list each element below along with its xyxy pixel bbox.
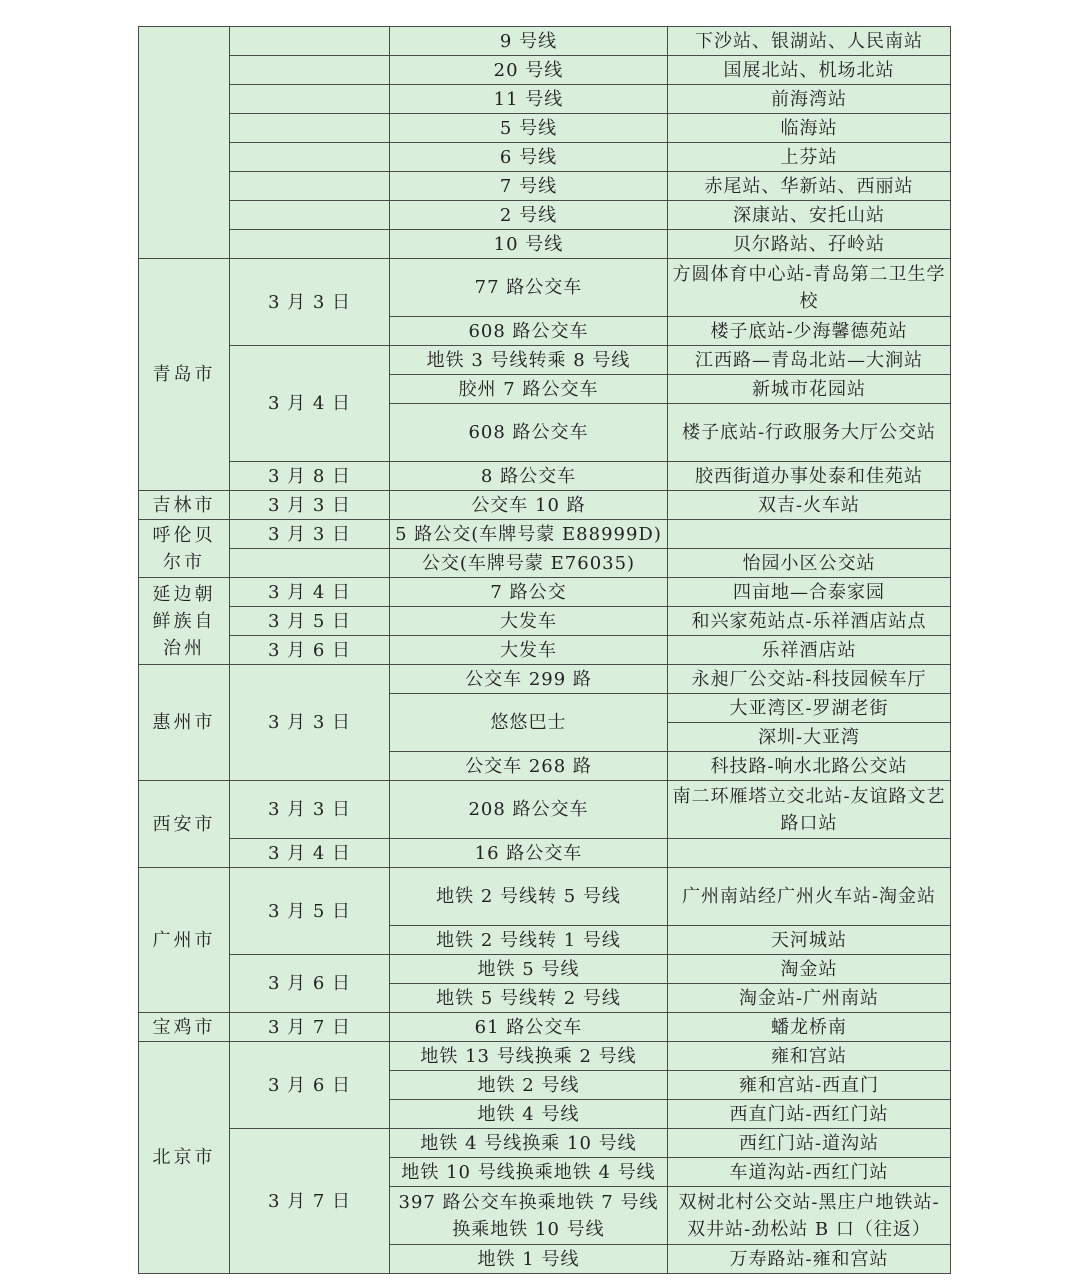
table-row xyxy=(139,230,951,259)
route-cell: 地铁 2 号线 xyxy=(390,1071,668,1100)
date-cell xyxy=(230,56,390,85)
date-cell: 3 月 3 日 xyxy=(230,665,390,781)
stations-cell: 广州南站经广州火车站-淘金站 xyxy=(668,868,951,926)
date-cell xyxy=(230,172,390,201)
stations-cell: 怡园小区公交站 xyxy=(668,549,951,578)
table-row xyxy=(139,143,951,172)
date-cell xyxy=(230,143,390,172)
city-cell: 宝鸡市 xyxy=(139,1013,230,1042)
date-cell: 3 月 7 日 xyxy=(230,1129,390,1274)
route-cell: 地铁 2 号线转 5 号线 xyxy=(390,868,668,926)
stations-cell: 楼子底站-行政服务大厅公交站 xyxy=(668,404,951,462)
stations-cell: 蟠龙桥南 xyxy=(668,1013,951,1042)
route-cell: 地铁 5 号线转 2 号线 xyxy=(390,984,668,1013)
stations-cell: 国展北站、机场北站 xyxy=(668,56,951,85)
route-cell: 地铁 13 号线换乘 2 号线 xyxy=(390,1042,668,1071)
date-cell xyxy=(230,114,390,143)
stations-cell xyxy=(668,520,951,549)
stations-cell: 万寿路站-雍和宫站 xyxy=(668,1245,951,1274)
route-cell: 2 号线 xyxy=(390,201,668,230)
stations-cell: 上芬站 xyxy=(668,143,951,172)
date-cell xyxy=(230,201,390,230)
route-cell: 6 号线 xyxy=(390,143,668,172)
route-table xyxy=(138,26,951,1274)
route-cell: 公交车 299 路 xyxy=(390,665,668,694)
stations-cell: 淘金站 xyxy=(668,955,951,984)
date-cell: 3 月 5 日 xyxy=(230,868,390,955)
city-cell: 惠州市 xyxy=(139,665,230,781)
city-cell: 吉林市 xyxy=(139,491,230,520)
table-row xyxy=(139,578,951,607)
date-cell: 3 月 3 日 xyxy=(230,491,390,520)
table-row xyxy=(139,868,951,926)
route-cell: 608 路公交车 xyxy=(390,404,668,462)
date-cell xyxy=(230,85,390,114)
city-cell: 呼伦贝尔市 xyxy=(139,520,230,578)
table-row xyxy=(139,172,951,201)
table-row xyxy=(139,85,951,114)
route-cell: 大发车 xyxy=(390,607,668,636)
date-cell: 3 月 7 日 xyxy=(230,1013,390,1042)
stations-cell: 雍和宫站 xyxy=(668,1042,951,1071)
route-cell: 397 路公交车换乘地铁 7 号线换乘地铁 10 号线 xyxy=(390,1187,668,1245)
stations-cell: 西红门站-道沟站 xyxy=(668,1129,951,1158)
route-cell: 208 路公交车 xyxy=(390,781,668,839)
stations-cell: 大亚湾区-罗湖老街 xyxy=(668,694,951,723)
date-cell: 3 月 6 日 xyxy=(230,636,390,665)
city-cell: 西安市 xyxy=(139,781,230,868)
stations-cell: 下沙站、银湖站、人民南站 xyxy=(668,27,951,56)
route-cell: 20 号线 xyxy=(390,56,668,85)
table-row xyxy=(139,665,951,694)
route-cell: 地铁 4 号线 xyxy=(390,1100,668,1129)
stations-cell: 深圳-大亚湾 xyxy=(668,723,951,752)
stations-cell: 天河城站 xyxy=(668,926,951,955)
city-cell xyxy=(139,27,230,259)
table-row xyxy=(139,781,951,839)
table-row xyxy=(139,607,951,636)
table-row xyxy=(139,520,951,549)
stations-cell: 楼子底站-少海馨德苑站 xyxy=(668,317,951,346)
table-row xyxy=(139,1129,951,1158)
stations-cell: 双吉-火车站 xyxy=(668,491,951,520)
route-cell: 608 路公交车 xyxy=(390,317,668,346)
table-row xyxy=(139,491,951,520)
date-cell: 3 月 8 日 xyxy=(230,462,390,491)
table-row xyxy=(139,259,951,317)
route-cell: 胶州 7 路公交车 xyxy=(390,375,668,404)
stations-cell: 科技路-响水北路公交站 xyxy=(668,752,951,781)
city-cell: 延边朝鲜族自治州 xyxy=(139,578,230,665)
city-cell: 青岛市 xyxy=(139,259,230,491)
route-cell: 公交(车牌号蒙 E76035) xyxy=(390,549,668,578)
route-cell: 地铁 5 号线 xyxy=(390,955,668,984)
stations-cell: 胶西街道办事处泰和佳苑站 xyxy=(668,462,951,491)
route-cell: 5 路公交(车牌号蒙 E88999D) xyxy=(390,520,668,549)
stations-cell: 西直门站-西红门站 xyxy=(668,1100,951,1129)
stations-cell: 双树北村公交站-黑庄户地铁站-双井站-劲松站 B 口（往返） xyxy=(668,1187,951,1245)
stations-cell: 新城市花园站 xyxy=(668,375,951,404)
stations-cell: 深康站、安托山站 xyxy=(668,201,951,230)
city-cell: 北京市 xyxy=(139,1042,230,1274)
table-row xyxy=(139,955,951,984)
route-cell: 11 号线 xyxy=(390,85,668,114)
date-cell xyxy=(230,230,390,259)
date-cell: 3 月 3 日 xyxy=(230,781,390,839)
route-table-body xyxy=(139,27,951,1274)
date-cell xyxy=(230,549,390,578)
route-cell: 77 路公交车 xyxy=(390,259,668,317)
stations-cell: 永昶厂公交站-科技园候车厅 xyxy=(668,665,951,694)
date-cell: 3 月 4 日 xyxy=(230,578,390,607)
date-cell: 3 月 4 日 xyxy=(230,346,390,462)
table-row xyxy=(139,346,951,375)
route-cell: 61 路公交车 xyxy=(390,1013,668,1042)
date-cell: 3 月 3 日 xyxy=(230,520,390,549)
route-cell: 7 路公交 xyxy=(390,578,668,607)
table-row xyxy=(139,27,951,56)
route-cell: 16 路公交车 xyxy=(390,839,668,868)
route-cell: 7 号线 xyxy=(390,172,668,201)
table-row xyxy=(139,1042,951,1071)
stations-cell: 方圆体育中心站-青岛第二卫生学校 xyxy=(668,259,951,317)
table-row xyxy=(139,56,951,85)
route-cell: 地铁 1 号线 xyxy=(390,1245,668,1274)
city-cell: 广州市 xyxy=(139,868,230,1013)
stations-cell: 乐祥酒店站 xyxy=(668,636,951,665)
stations-cell: 临海站 xyxy=(668,114,951,143)
table-row xyxy=(139,549,951,578)
route-cell: 9 号线 xyxy=(390,27,668,56)
stations-cell: 雍和宫站-西直门 xyxy=(668,1071,951,1100)
table-row xyxy=(139,636,951,665)
route-cell: 5 号线 xyxy=(390,114,668,143)
table-row xyxy=(139,114,951,143)
route-cell: 地铁 3 号线转乘 8 号线 xyxy=(390,346,668,375)
stations-cell: 和兴家苑站点-乐祥酒店站点 xyxy=(668,607,951,636)
route-cell: 悠悠巴士 xyxy=(390,694,668,752)
stations-cell xyxy=(668,839,951,868)
table-row xyxy=(139,839,951,868)
route-cell: 地铁 2 号线转 1 号线 xyxy=(390,926,668,955)
date-cell xyxy=(230,27,390,56)
stations-cell: 淘金站-广州南站 xyxy=(668,984,951,1013)
route-cell: 公交车 10 路 xyxy=(390,491,668,520)
stations-cell: 江西路—青岛北站—大涧站 xyxy=(668,346,951,375)
date-cell: 3 月 5 日 xyxy=(230,607,390,636)
stations-cell: 贝尔路站、孖岭站 xyxy=(668,230,951,259)
stations-cell: 车道沟站-西红门站 xyxy=(668,1158,951,1187)
stations-cell: 南二环雁塔立交北站-友谊路文艺路口站 xyxy=(668,781,951,839)
date-cell: 3 月 6 日 xyxy=(230,955,390,1013)
stations-cell: 前海湾站 xyxy=(668,85,951,114)
stations-cell: 赤尾站、华新站、西丽站 xyxy=(668,172,951,201)
route-cell: 公交车 268 路 xyxy=(390,752,668,781)
table-row xyxy=(139,462,951,491)
table-row xyxy=(139,201,951,230)
date-cell: 3 月 4 日 xyxy=(230,839,390,868)
stations-cell: 四亩地—合泰家园 xyxy=(668,578,951,607)
route-cell: 大发车 xyxy=(390,636,668,665)
route-cell: 10 号线 xyxy=(390,230,668,259)
date-cell: 3 月 6 日 xyxy=(230,1042,390,1129)
date-cell: 3 月 3 日 xyxy=(230,259,390,346)
route-cell: 8 路公交车 xyxy=(390,462,668,491)
route-cell: 地铁 10 号线换乘地铁 4 号线 xyxy=(390,1158,668,1187)
route-cell: 地铁 4 号线换乘 10 号线 xyxy=(390,1129,668,1158)
table-row xyxy=(139,1013,951,1042)
